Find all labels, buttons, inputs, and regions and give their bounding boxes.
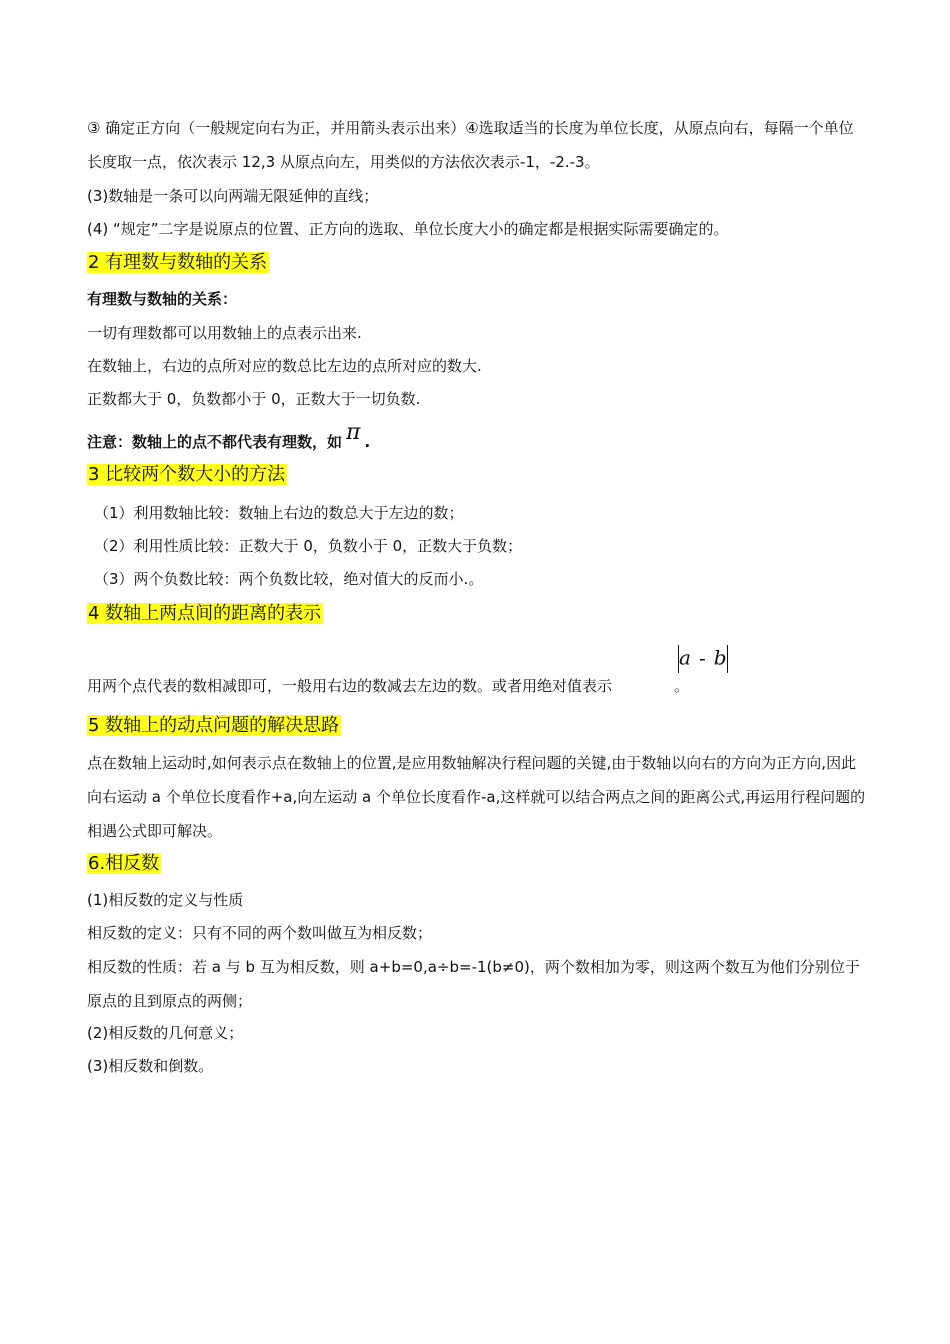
definition-note-paragraph: (4) “规定”二字是说原点的位置、正方向的选取、单位长度大小的确定都是根据实际需要确定的。 [87, 220, 729, 238]
compare-item-3: （3）两个负数比较：两个负数比较，绝对值大的反而小.。 [94, 570, 484, 588]
absolute-value-formula [678, 645, 728, 673]
note-text: 注意：数轴上的点不都代表有理数，如 [87, 433, 343, 451]
compare-item-2: （2）利用性质比较：正数大于 0，负数小于 0，正数大于负数； [94, 537, 523, 555]
opposite-paragraph-4: (2)相反数的几何意义； [87, 1024, 244, 1042]
relation-paragraph-3: 正数都大于 0，负数都小于 0，正数大于一切负数. [87, 390, 421, 408]
section-heading-compare [87, 462, 287, 488]
formula-var-a: a [679, 645, 691, 670]
subheading-relation: 有理数与数轴的关系： [87, 290, 238, 308]
moving-point-paragraph: 点在数轴上运动时,如何表示点在数轴上的位置,是应用数轴解决行程问题的关键,由于数轴以向右的方向为正方向,因此向右运动 a 个单位长度看作+a,向左运动 a 个单位长度看作-a,这样就可以结合两点之间的距离公式,再运用行程问题的相遇公式即可解决。 [87, 754, 866, 840]
section-heading-opposite-number [87, 851, 161, 877]
section-heading-distance [87, 601, 323, 627]
number-line-infinite-paragraph: (3)数轴是一条可以向两端无限延伸的直线； [87, 187, 379, 205]
heading-highlight: 2 有理数与数轴的关系 [88, 252, 268, 273]
distance-paragraph [87, 675, 867, 697]
section-heading-moving-point [87, 713, 341, 739]
opposite-paragraph-3: 相反数的性质：若 a 与 b 互为相反数，则 a+b=0,a÷b=-1(b≠0)，两个数相加为零，则这两个数互为他们分别位于原点的且到原点的两侧； [87, 958, 860, 1010]
distance-end: 。 [674, 677, 690, 695]
note-paragraph [87, 420, 867, 453]
opposite-paragraph-2: 相反数的定义：只有不同的两个数叫做互为相反数； [87, 924, 433, 942]
note-end: . [364, 433, 371, 451]
relation-paragraph-1: 一切有理数都可以用数轴上的点表示出来. [87, 324, 362, 342]
compare-item-1: （1）利用数轴比较：数轴上右边的数总大于左边的数； [94, 504, 464, 522]
formula-var-b: b [713, 645, 727, 670]
opposite-paragraph-1: (1)相反数的定义与性质 [87, 891, 244, 909]
abs-bar-right [727, 645, 728, 673]
heading-highlight: 4 数轴上两点间的距离的表示 [88, 603, 322, 624]
section-heading-rational-number-line [87, 250, 269, 276]
heading-highlight: 6.相反数 [88, 853, 160, 874]
opposite-paragraph-5: (3)相反数和倒数。 [87, 1057, 214, 1075]
formula-minus: - [698, 645, 706, 670]
heading-highlight: 5 数轴上的动点问题的解决思路 [88, 715, 340, 736]
number-line-step-paragraph: ③ 确定正方向（一般规定向右为正，并用箭头表示出来）④选取适当的长度为单位长度，从原点向右，每隔一个单位长度取一点，依次表示 12,3 从原点向左，用类似的方法依次表示-1，-2.-3。 [87, 119, 854, 171]
pi-symbol: π [346, 420, 361, 445]
relation-paragraph-2: 在数轴上，右边的点所对应的数总比左边的点所对应的数大. [87, 357, 482, 375]
heading-highlight: 3 比较两个数大小的方法 [88, 464, 286, 485]
distance-text: 用两个点代表的数相减即可，一般用右边的数减去左边的数。或者用绝对值表示 [87, 677, 613, 695]
